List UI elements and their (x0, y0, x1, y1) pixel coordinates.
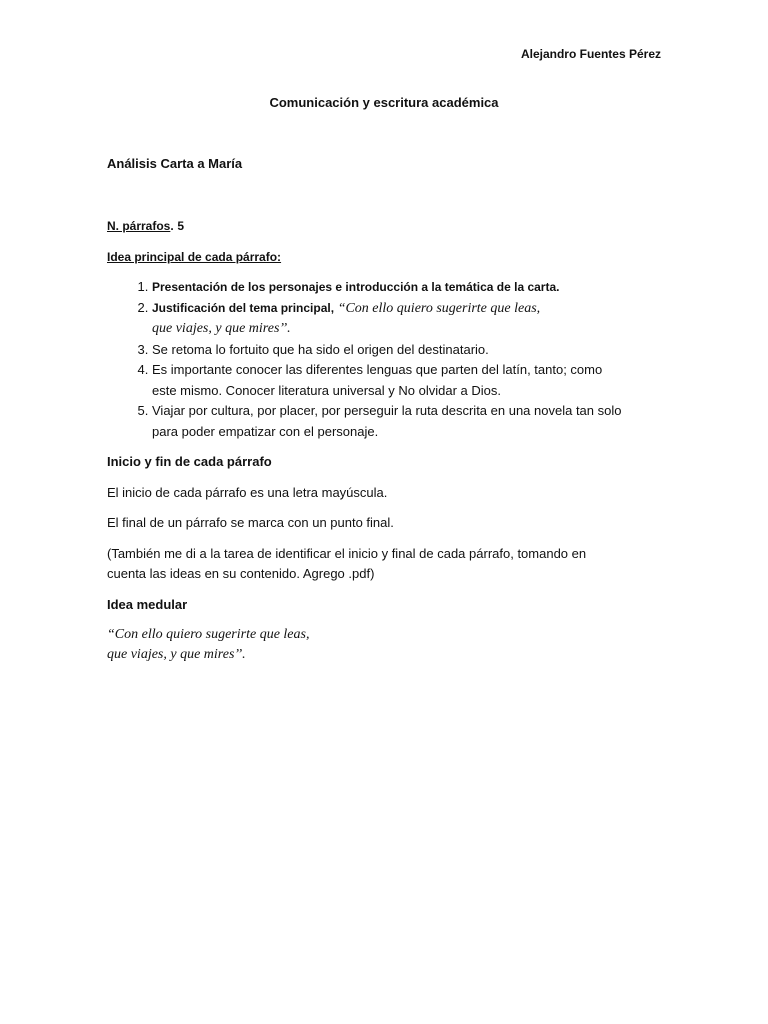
main-idea-text-line2: para poder empatizar con el personaje. (152, 423, 379, 439)
note-paragraph (107, 544, 667, 585)
main-ideas-list (107, 277, 667, 442)
document-title: Análisis Carta a María (107, 156, 243, 171)
main-idea-text: Presentación de los personajes e introducción a la temática de la carta. (152, 280, 560, 294)
document-body (107, 216, 667, 665)
main-ideas-heading (107, 247, 667, 268)
start-text: El inicio de cada párrafo es una letra mayúscula. (107, 484, 388, 500)
list-item (152, 401, 667, 442)
list-item (152, 298, 667, 340)
main-ideas-heading-text: Idea principal de cada párrafo: (107, 249, 282, 264)
note-line2: cuenta las ideas en su contenido. Agrego .pdf) (107, 566, 375, 581)
main-idea-text-line2: este mismo. Conocer literatura universal y No olvidar a Dios. (152, 382, 501, 398)
main-idea-text-line1: 5. Viajar por cultura, por placer, por perseguir la ruta descrita en una novela tan solo (152, 403, 622, 418)
main-idea-text: Se retoma lo fortuito que ha sido el origen del destinatario. (152, 341, 489, 357)
main-idea-text: Justificación del tema principal, (152, 300, 335, 315)
core-idea-quote-line2: que viajes, y que mires’’. (107, 647, 246, 662)
paragraph-count-label: N. párrafos (107, 219, 171, 233)
course-title: Comunicación y escritura académica (269, 95, 499, 110)
start-end-heading: Inicio y fin de cada párrafo (107, 454, 272, 469)
list-item (152, 277, 667, 298)
end-text: El final de un párrafo se marca con un punto final. (107, 515, 394, 530)
paragraph-count (107, 216, 667, 237)
author-name: Alejandro Fuentes Pérez (520, 47, 661, 61)
main-idea-quote-line1: “Con ello quiero sugerirte que leas, (337, 300, 541, 316)
core-idea-quote (107, 625, 667, 665)
main-idea-quote-line2: que viajes, y que mires’’. (152, 321, 291, 336)
note-line1: (También me di a la tarea de identificar el inicio y final de cada párrafo, tomando en (107, 545, 587, 561)
list-item (152, 360, 667, 401)
core-idea-quote-line1: “Con ello quiero sugerirte que leas, (107, 627, 310, 642)
list-item (152, 340, 667, 361)
main-idea-text-line1: 4. Es importante conocer las diferentes lenguas que parten del latín, tanto; como (152, 362, 603, 377)
core-idea-heading: Idea medular (107, 596, 188, 612)
paragraph-count-value: 5 (177, 219, 185, 233)
paragraph-count-separator: . (170, 219, 174, 233)
